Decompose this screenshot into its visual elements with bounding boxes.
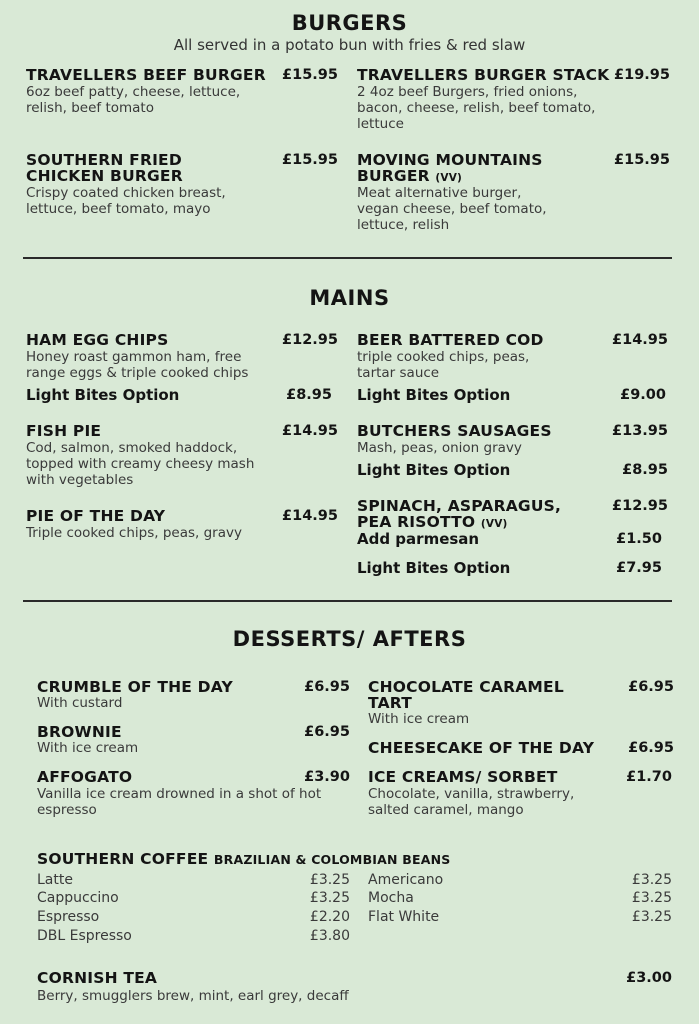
add-parmesan-price: £1.50 [616,531,662,547]
item-desc: Vanilla ice cream drowned in a shot of hot [37,786,322,802]
item-name: CRUMBLE OF THE DAY [37,678,233,696]
light-bites-price: £8.95 [286,387,332,403]
item-price: £1.70 [626,769,672,785]
item-price: £15.95 [282,152,338,168]
item-desc: 6oz beef patty, cheese, lettuce, [26,84,241,100]
item-name: BEER BATTERED COD [357,331,544,349]
item-desc: salted caramel, mango [368,802,524,818]
coffee-item-price: £3.25 [309,872,350,888]
item-desc: triple cooked chips, peas, [357,349,530,365]
item-price: £15.95 [614,152,670,168]
item-desc: Mash, peas, onion gravy [357,440,522,456]
item-price: £6.95 [304,679,350,695]
section-divider [23,600,672,602]
coffee-item-name: Americano [368,872,444,888]
coffee-item-name: Espresso [37,909,100,925]
light-bites-price: £8.95 [622,462,668,478]
item-desc: range eggs & triple cooked chips [26,365,249,381]
item-desc: relish, beef tomato [26,100,154,116]
item-name: SPINACH, ASPARAGUS, [357,497,562,515]
item-price: £3.00 [626,970,672,986]
item-name: HAM EGG CHIPS [26,331,169,349]
item-price: £6.95 [628,740,674,756]
item-name: SOUTHERN FRIED [26,151,182,169]
item-price: £14.95 [612,332,668,348]
coffee-heading: SOUTHERN COFFEE [37,850,209,868]
item-price: £15.95 [282,67,338,83]
item-desc: vegan cheese, beef tomato, [357,201,547,217]
item-price: £6.95 [628,679,674,695]
item-desc: Berry, smugglers brew, mint, earl grey, decaff [37,988,349,1004]
coffee-subtitle: BRAZILIAN & COLOMBIAN BEANS [213,852,451,867]
coffee-item-price: £3.25 [309,890,350,906]
coffee-item-name: Cappuccino [37,890,119,906]
item-name-part: PEA RISOTTO [357,513,476,531]
coffee-item-name: Flat White [368,909,440,925]
coffee-item-price: £3.80 [309,928,350,944]
light-bites-option: Light Bites Option [357,559,511,577]
section-divider [23,257,672,259]
item-desc: topped with creamy cheesy mash [26,456,255,472]
item-name: PIE OF THE DAY [26,507,166,525]
item-name-part: BURGER [357,167,430,185]
item-desc: lettuce, beef tomato, mayo [26,201,211,217]
burgers-subtitle: All served in a potato bun with fries & red slaw [173,36,526,54]
item-price: £3.90 [304,769,350,785]
item-name: AFFOGATO [37,768,133,786]
item-name: CHOCOLATE CARAMEL [368,678,564,696]
coffee-item-name: Latte [37,872,73,888]
item-desc: 2 4oz beef Burgers, fried onions, [357,84,578,100]
item-desc: bacon, cheese, relish, beef tomato, [357,100,596,116]
coffee-item-price: £2.20 [309,909,350,925]
light-bites-option: Light Bites Option [26,386,180,404]
item-price: £19.95 [614,67,670,83]
item-desc: lettuce, relish [357,217,450,233]
vegan-tag: (VV) [480,518,508,530]
coffee-item-price: £3.25 [631,872,672,888]
item-price: £6.95 [304,724,350,740]
vegan-tag: (VV) [435,172,463,184]
light-bites-price: £9.00 [620,387,666,403]
coffee-item-price: £3.25 [631,909,672,925]
desserts-title: DESSERTS/ AFTERS [232,627,467,651]
item-desc: Crispy coated chicken breast, [26,185,226,201]
coffee-item-name: Mocha [368,890,414,906]
item-price: £14.95 [282,423,338,439]
item-price: £12.95 [612,498,668,514]
light-bites-option: Light Bites Option [357,386,511,404]
item-price: £13.95 [612,423,668,439]
item-desc: With ice cream [368,711,470,727]
item-desc: espresso [37,802,97,818]
mains-title: MAINS [309,286,390,310]
item-name: CHICKEN BURGER [26,167,183,185]
coffee-item-name: DBL Espresso [37,928,132,944]
item-desc: tartar sauce [357,365,440,381]
coffee-item-price: £3.25 [631,890,672,906]
item-name: CHEESECAKE OF THE DAY [368,739,595,757]
item-price: £12.95 [282,332,338,348]
item-price: £14.95 [282,508,338,524]
item-desc: with vegetables [26,472,134,488]
item-desc: Triple cooked chips, peas, gravy [26,525,242,541]
item-desc: With custard [37,695,123,711]
item-desc: Meat alternative burger, [357,185,522,201]
item-desc: With ice cream [37,740,139,756]
item-name: MOVING MOUNTAINS [357,151,543,169]
item-name: TART [368,694,412,712]
item-desc: Honey roast gammon ham, free [26,349,242,365]
item-name: TRAVELLERS BEEF BURGER [26,66,266,84]
item-name: CORNISH TEA [37,969,158,987]
item-name: FISH PIE [26,422,102,440]
add-parmesan-option: Add parmesan [357,530,480,548]
item-name [357,168,462,186]
item-desc: lettuce [357,116,404,132]
light-bites-price: £7.95 [616,560,662,576]
coffee-title [37,851,450,868]
burgers-title: BURGERS [291,11,408,35]
item-desc: Cod, salmon, smoked haddock, [26,440,238,456]
light-bites-option: Light Bites Option [357,461,511,479]
item-name: BUTCHERS SAUSAGES [357,422,552,440]
item-desc: Chocolate, vanilla, strawberry, [368,786,575,802]
item-name: ICE CREAMS/ SORBET [368,768,558,786]
item-name: BROWNIE [37,723,122,741]
item-name: TRAVELLERS BURGER STACK [357,66,610,84]
